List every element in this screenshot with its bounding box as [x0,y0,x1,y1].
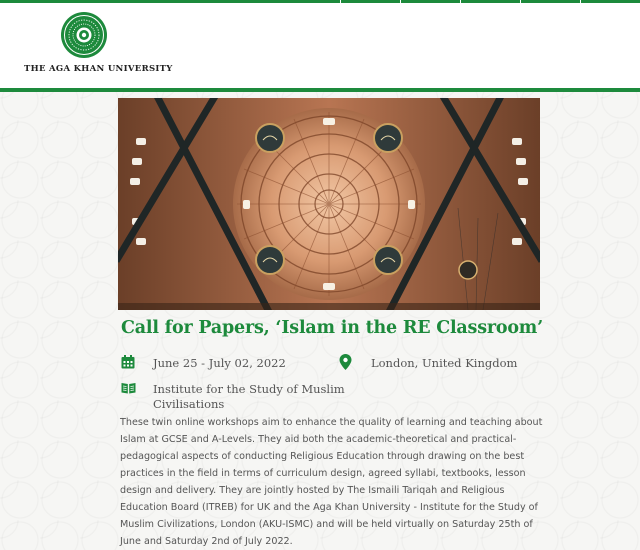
calendar-icon [121,355,135,369]
aku-emblem-icon[interactable] [60,11,108,59]
top-nav-tab[interactable] [460,0,520,3]
top-nav-tab[interactable] [520,0,580,3]
event-organizer-line1: Institute for the Study of Muslim [153,382,345,396]
top-nav-tabs [340,0,640,3]
event-organizer [153,382,345,412]
top-nav-tab[interactable] [340,0,400,3]
map-pin-icon [339,354,352,370]
site-header [0,0,640,92]
page-title: Call for Papers, ‘Islam in the RE Classroom’ [121,318,544,338]
event-location: London, United Kingdom [371,356,518,370]
event-organizer-line2: Civilisations [153,397,225,411]
event-date: June 25 - July 02, 2022 [153,356,286,370]
mosque-dome-ceiling-icon [118,98,540,310]
brand-name[interactable]: THE AGA KHAN UNIVERSITY [24,64,173,74]
header-divider [0,88,640,92]
event-description: These twin online workshops aim to enhance the quality of learning and teaching about Islam at GCSE and A-Levels. They aid both the academic-theoretical and practical-pedagogical aspects of conducting Religious Education through drawing on the best practices in the field in terms of curriculum design, agreed syllabi, textbooks, lesson design and delivery. They are jointly hosted by The Ismaili Tariqah and Religious Education Board (ITREB) for UK and the Aga Khan University - Institute for the Study of Muslim Civilizations, London (AKU-ISMC) and will be held virtually on Saturday 25th of June and Saturday 2nd of July 2022. [120,417,543,547]
top-nav-tab[interactable] [400,0,460,3]
open-book-icon [121,382,136,394]
hero-image [118,98,540,310]
top-nav-tab[interactable] [580,0,640,3]
